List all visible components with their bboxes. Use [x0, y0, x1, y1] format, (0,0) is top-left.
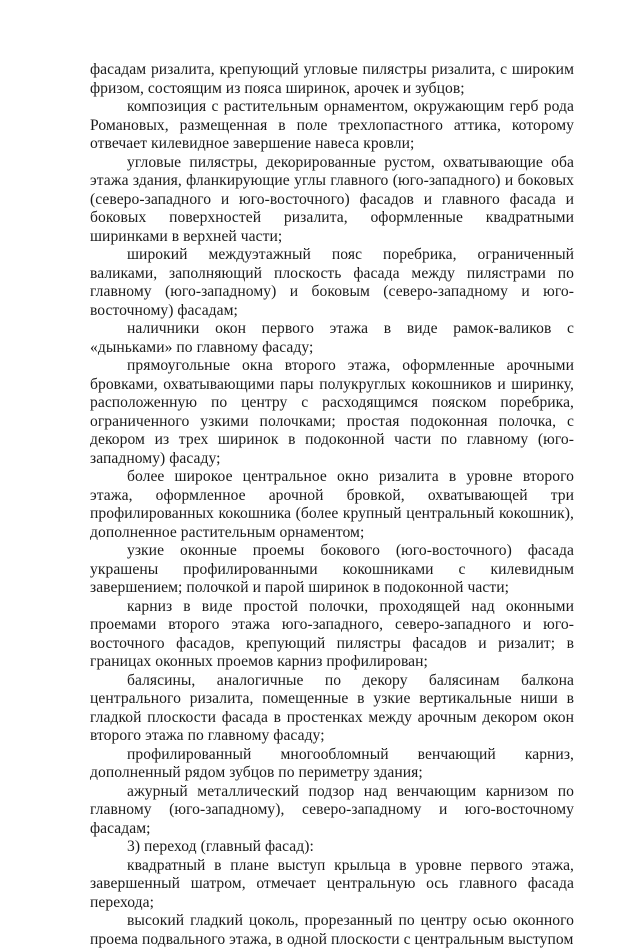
paragraph-risalit-frieze: фасадам ризалита, крепующий угловые пилястры ризалита, с широким фризом, состоящим из пояса ширинок, арочек и зубцов; — [90, 61, 574, 97]
paragraph-porch-projection: квадратный в плане выступ крыльца в уровне первого этажа, завершенный шатром, отмечает центральную ось главного фасада перехода; — [90, 856, 574, 911]
section-heading-passage: 3) переход (главный фасад): — [127, 838, 314, 855]
paragraph-central-risalit-window: более широкое центральное окно ризалита в уровне второго этажа, оформленное арочной бровкой, охватывающей три профилированных кокошника (более крупный центральный кокошник), дополненное растительным орнаментом; — [90, 468, 574, 541]
paragraph-side-facade-openings: узкие оконные проемы бокового (юго-восточного) фасада украшены профилированными кокошниками с килевидным завершением; полочкой и парой ширинок в подоконной части; — [90, 542, 574, 596]
paragraph-high-plinth: высокий гладкий цоколь, прорезанный по центру осью оконного проема подвального этажа, в одной плоскости с центральным выступом — [90, 912, 574, 948]
paragraph-crowning-cornice: профилированный многообломный венчающий карниз, дополненный рядом зубцов по периметру здания; — [90, 745, 574, 781]
paragraph-balusters: балясины, аналогичные по декору балясинам балкона центрального ризалита, помещенные в узкие вертикальные ниши в гладкой плоскости фасада в простенках между арочным декором окон второго этажа по главному фасаду; — [90, 671, 574, 744]
paragraph-romanov-coat-of-arms: композиция с растительным орнаментом, окружающим герб рода Романовых, размещенная в поле трехлопастного аттика, которому отвечает килевидное завершение навеса кровли; — [90, 98, 574, 152]
paragraph-interfloor-belt: широкий междуэтажный пояс поребрика, ограниченный валиками, заполняющий плоскость фасада между пилястрами по главному (юго-западному) и боковым (северо-западному и юго-восточному) фасадам; — [90, 246, 574, 319]
paragraph-second-floor-windows: прямоугольные окна второго этажа, оформленные арочными бровками, охватывающими пары полукруглых кокошников и ширинку, расположенную по центру с расходящимся пояском поребрика, ограниченного узкими полочками; простая подоконная полочка, с декором из трех ширинок в подоконной части по главному (юго-западному) фасаду; — [90, 357, 574, 467]
paragraph-corner-pilasters: угловые пилястры, декорированные рустом, охватывающие оба этажа здания, фланкирующие углы главного (юго-западного) и боковых (северо-западного и юго-восточного) фасадов и главного фасада и боковых поверхностей ризалита, оформленные квадратными ширинками в верхней части; — [90, 153, 574, 245]
paragraph-cornice-shelf: карниз в виде простой полочки, проходящей над оконными проемами второго этажа юго-западного, северо-западного и юго-восточного фасадов, крепующий пилястры фасадов и ризалит; в границах оконных проемов карниз профилирован; — [90, 597, 574, 670]
paragraph-first-floor-window-frames: наличники окон первого этажа в виде рамок-валиков с «дыньками» по главному фасаду; — [90, 320, 574, 356]
paragraph-metal-valance: ажурный металлический подзор над венчающим карнизом по главному (юго-западному), северо-западному и юго-восточному фасадам; — [90, 782, 574, 837]
